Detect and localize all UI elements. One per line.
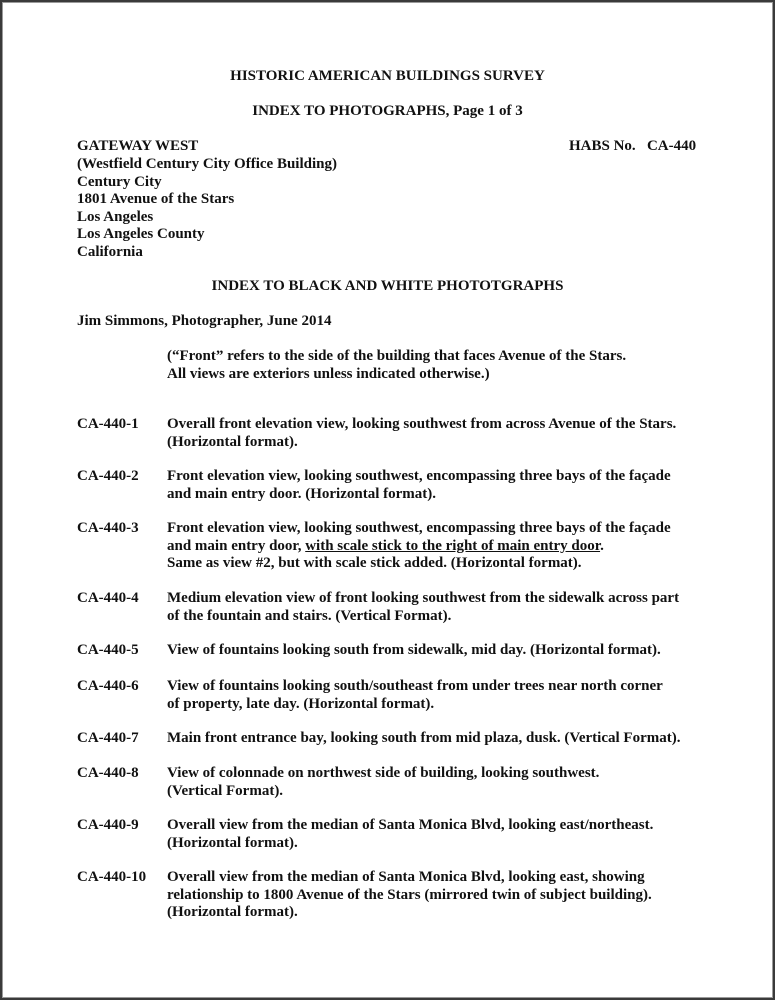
underlined-text: with scale stick to the right of main entry door: [305, 537, 601, 554]
photo-id: CA-440-2: [77, 468, 139, 484]
photo-id: CA-440-9: [77, 817, 139, 833]
document-page: [2, 2, 773, 998]
photo-description: [167, 869, 652, 922]
photo-description: [167, 520, 671, 573]
photographer-credit: Jim Simmons, Photographer, June 2014: [77, 313, 332, 329]
survey-title: HISTORIC AMERICAN BUILDINGS SURVEY: [230, 68, 545, 84]
habs-label: HABS No.: [569, 138, 636, 154]
address-block: [77, 156, 337, 261]
description-line: Overall view from the median of Santa Monica Blvd, looking east, showing: [167, 869, 645, 885]
note-line: (“Front” refers to the side of the building that faces Avenue of the Stars.: [167, 348, 627, 364]
photo-id: CA-440-1: [77, 416, 139, 432]
note-line: All views are exteriors unless indicated otherwise.): [167, 365, 490, 382]
photo-description: [167, 468, 671, 503]
photo-id: CA-440-8: [77, 765, 139, 781]
photo-id: CA-440-10: [77, 869, 147, 885]
photo-id: CA-440-3: [77, 520, 139, 536]
description-line: Main front entrance bay, looking south from mid plaza, dusk. (Vertical Format).: [167, 730, 681, 746]
description-line: View of fountains looking south/southeast from under trees near north corner: [167, 678, 663, 694]
description-line: Front elevation view, looking southwest, encompassing three bays of the façade: [167, 520, 671, 536]
description-line: (Horizontal format).: [167, 834, 298, 851]
photo-description: [167, 590, 679, 625]
description-line: of the fountain and stairs. (Vertical Format).: [167, 607, 452, 624]
building-city: Los Angeles: [77, 208, 154, 225]
description-text: .: [600, 537, 604, 554]
photo-id: CA-440-5: [77, 642, 139, 658]
description-line: (Horizontal format).: [167, 433, 298, 450]
description-line: Same as view #2, but with scale stick added. (Horizontal format).: [167, 555, 582, 571]
description-line: (Horizontal format).: [167, 904, 298, 920]
photo-id: CA-440-6: [77, 678, 139, 694]
description-line: Front elevation view, looking southwest, encompassing three bays of the façade: [167, 468, 671, 484]
photo-description: [167, 765, 599, 800]
photo-description: [167, 730, 680, 748]
description-line: View of colonnade on northwest side of building, looking southwest.: [167, 765, 600, 781]
description-line: [167, 538, 671, 556]
photo-description: [167, 642, 661, 660]
index-note: [167, 348, 626, 383]
photo-id: CA-440-7: [77, 730, 139, 746]
building-district: Century City: [77, 173, 162, 190]
description-line: relationship to 1800 Avenue of the Stars (mirrored twin of subject building).: [167, 886, 652, 903]
description-text: and main entry door,: [167, 537, 306, 554]
description-line: Overall view from the median of Santa Monica Blvd, looking east/northeast.: [167, 817, 654, 833]
description-line: Medium elevation view of front looking southwest from the sidewalk across part: [167, 590, 680, 606]
description-line: of property, late day. (Horizontal format).: [167, 695, 435, 712]
section-title: INDEX TO BLACK AND WHITE PHOTOTGRAPHS: [211, 278, 564, 294]
photo-description: [167, 817, 653, 852]
description-line: and main entry door. (Horizontal format).: [167, 485, 437, 502]
photo-description: [167, 678, 663, 713]
building-county: Los Angeles County: [77, 226, 205, 242]
index-title: INDEX TO PHOTOGRAPHS, Page 1 of 3: [252, 103, 523, 119]
description-line: Overall front elevation view, looking southwest from across Avenue of the Stars.: [167, 416, 677, 432]
building-address: 1801 Avenue of the Stars: [77, 191, 235, 207]
building-alt-name: (Westfield Century City Office Building): [77, 156, 337, 172]
building-state: California: [77, 243, 143, 260]
photo-description: [167, 416, 676, 451]
description-line: (Vertical Format).: [167, 782, 284, 799]
habs-number-block: [569, 138, 696, 156]
photo-id: CA-440-4: [77, 590, 139, 606]
habs-number: CA-440: [646, 138, 697, 154]
building-name: GATEWAY WEST: [77, 138, 199, 154]
description-line: View of fountains looking south from sidewalk, mid day. (Horizontal format).: [167, 642, 661, 658]
